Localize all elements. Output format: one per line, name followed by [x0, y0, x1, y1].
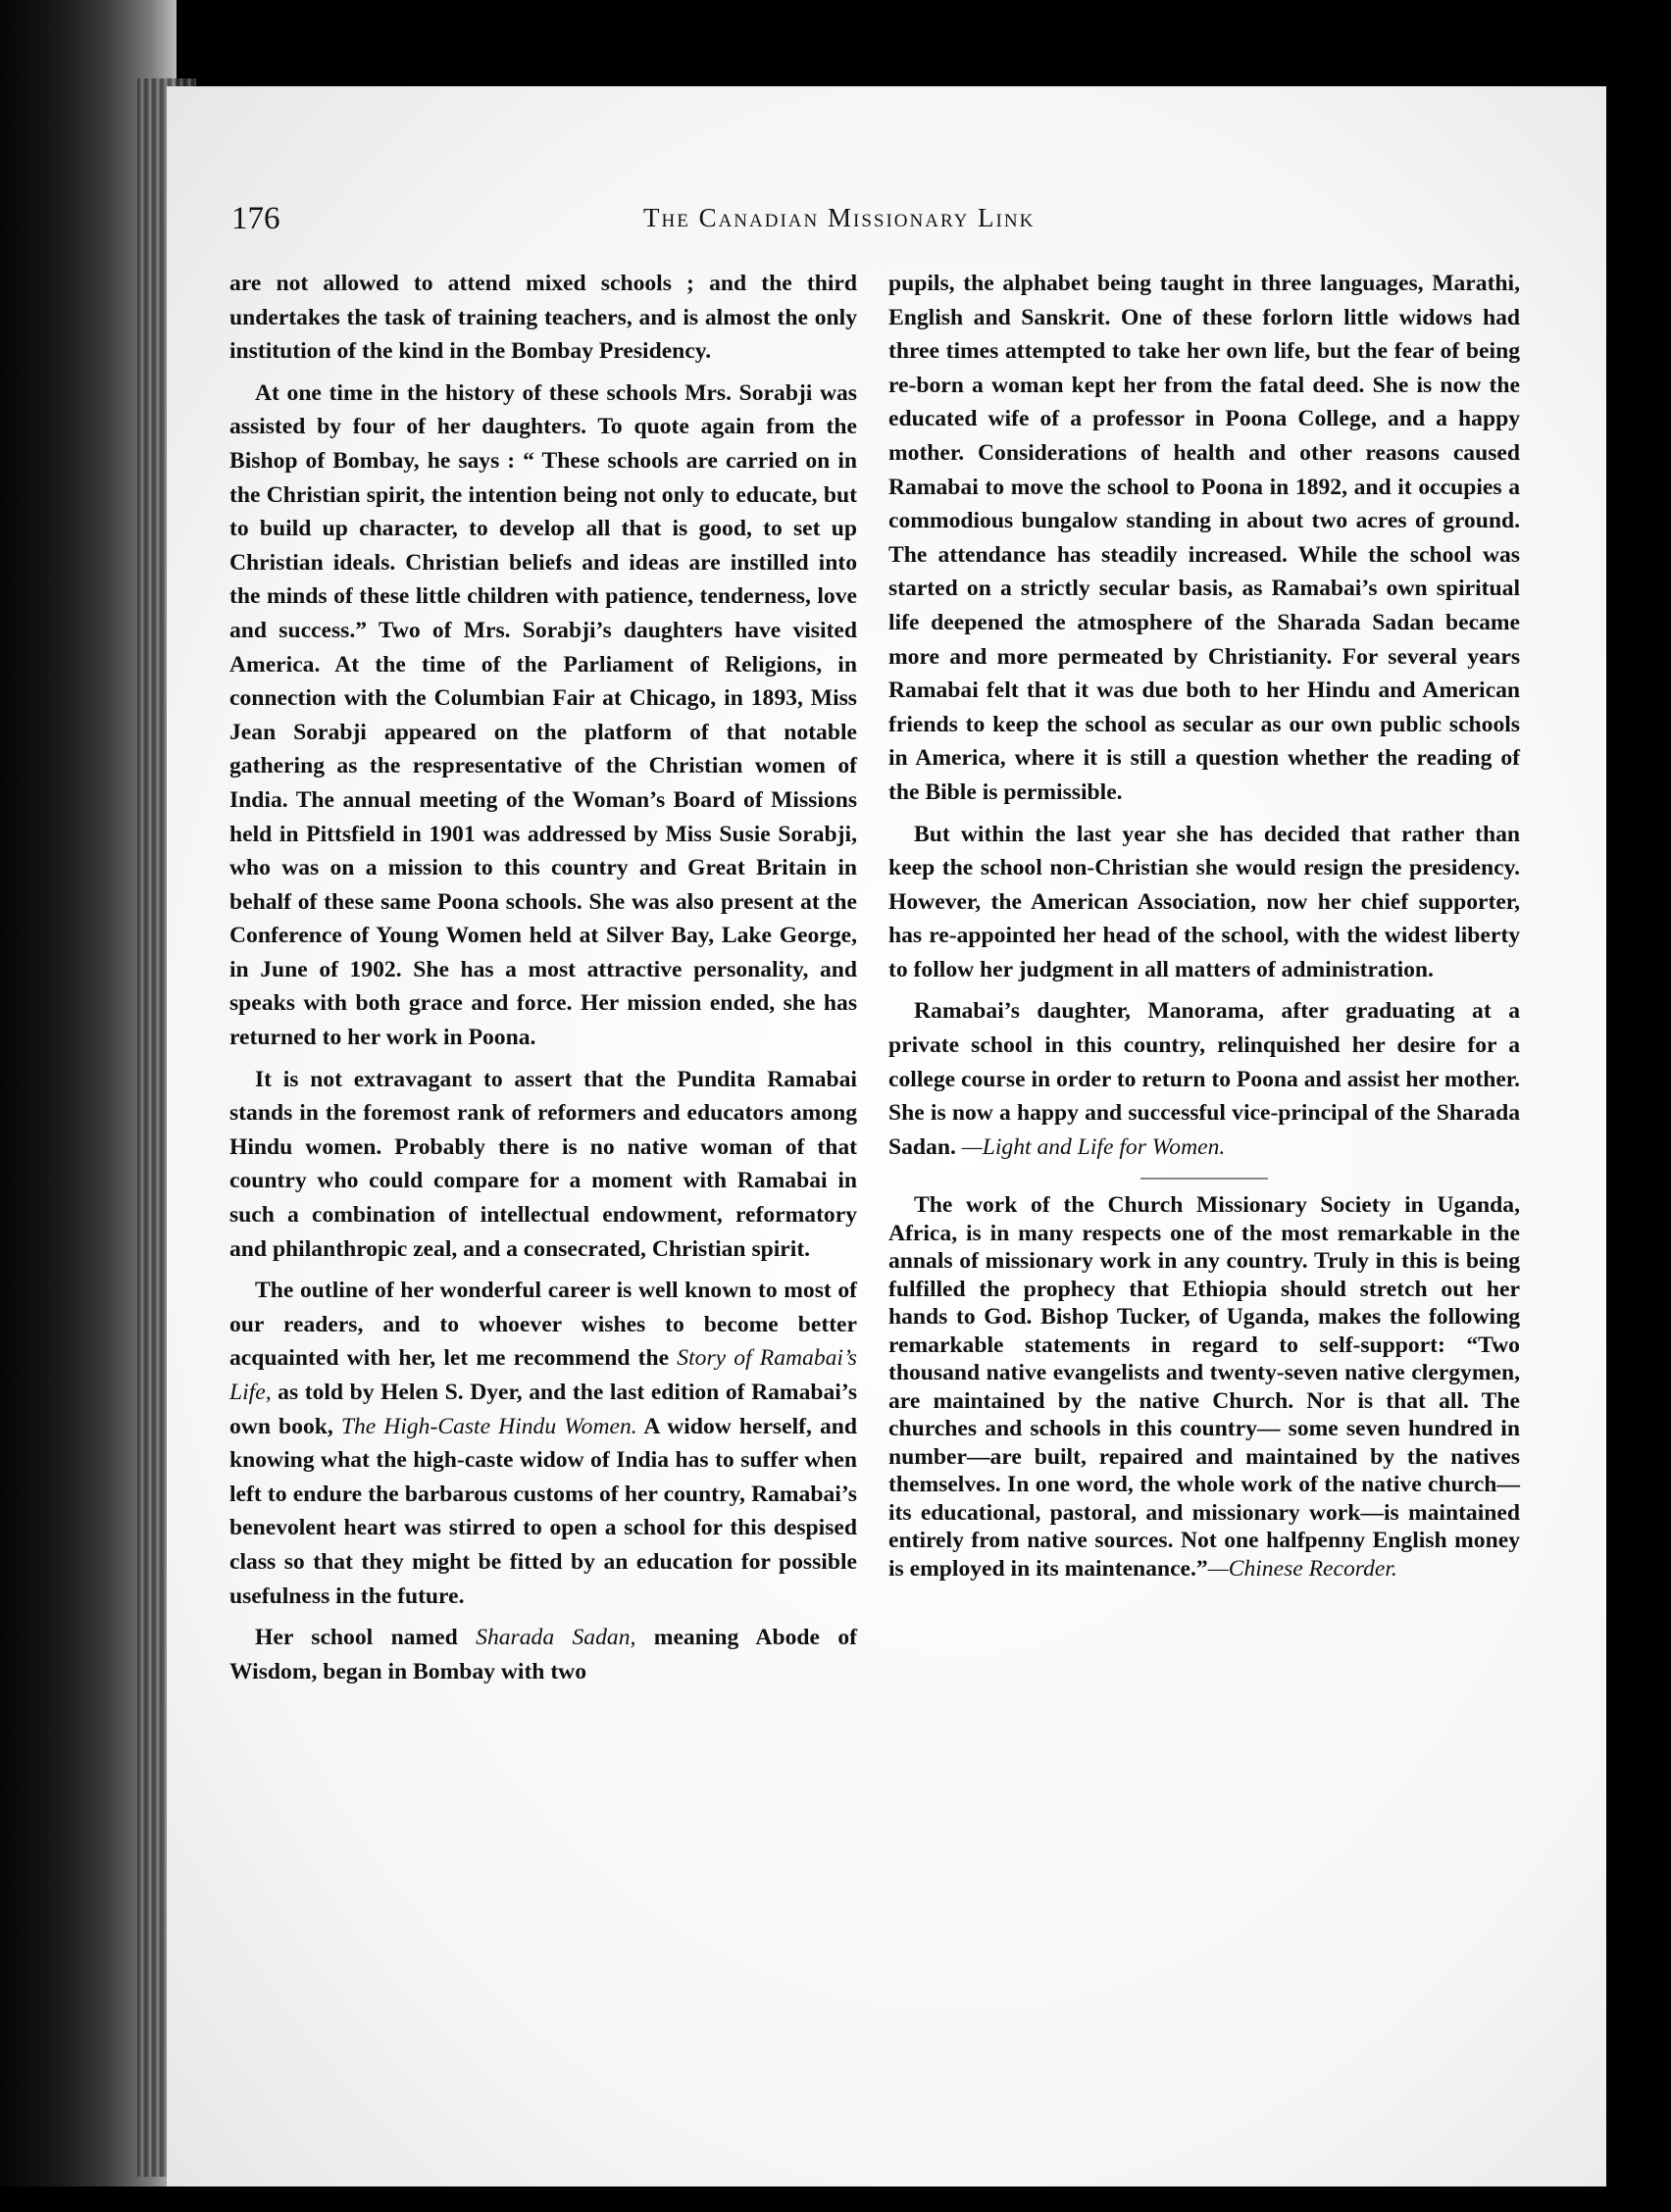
- paragraph: [888, 994, 1520, 1164]
- text-run: The work of the Church Missionary Society in Uganda, Africa, is in many respects one of the most remarkable in the annals of missionary work in any country. Truly in this is being fulfilled the prophecy that Ethiopia should stretch out her hands to God. Bishop Tucker, of Uganda, makes the following remarkable statements in regard to self-support:: [888, 1192, 1520, 1358]
- text-run: The outline of her wonderful career is well known to most of our readers, and to whoever wishes to become better acquainted with her, let me recommend the: [229, 1278, 857, 1372]
- page-header: [231, 201, 1506, 240]
- quotation: “Two thousand native evangelists and twenty-seven native clergymen, are maintained by the native Church. Nor is that all. The churches and schools in this country— some seven hundred in number—are built, repaired and maintained by the natives themselves. In one word, the whole work of the native church—its educational, pastoral, and missionary work—is maintained entirely from native sources. Not one halfpenny English money is employed in its maintenance.”: [888, 1332, 1520, 1582]
- source-citation: —Chinese Recorder.: [1207, 1555, 1397, 1582]
- paragraph: But within the last year she has decided that rather than keep the school non-Christian she would resign the presidency. However, the American Association, now her chief supporter, has re-appointed her head of the school, with the widest liberty to follow her judgment in all matters of administration.: [888, 821, 1520, 982]
- source-citation: —Light and Life for Women.: [961, 1133, 1226, 1160]
- page-number: 176: [231, 201, 280, 236]
- scan-border-bottom: [0, 2187, 1671, 2212]
- scan-border-right: [1606, 0, 1671, 2212]
- left-column: [229, 267, 857, 1696]
- paragraph: are not allowed to attend mixed schools ; and the third undertakes the task of training teachers, and is almost the only institution of the kind in the Bombay Presidency.: [229, 271, 857, 365]
- section-divider: [1140, 1178, 1268, 1180]
- paragraph: It is not extravagant to assert that the Pundita Ramabai stands in the foremost rank of reformers and educators among Hindu women. Probably there is no native woman of that country who could compare for a moment with Ramabai in such a combination of intellectual endowment, reformatory and philanthropic zeal, and a consecrated, Christian spirit.: [229, 1066, 857, 1262]
- running-title: The Canadian Missionary Link: [643, 203, 1036, 232]
- book-title: Story of Ramabai’s Life,: [229, 1345, 857, 1405]
- text-run: as told by Helen S. Dyer, and the last edition of Ramabai’s own book,: [229, 1380, 857, 1439]
- text-run: A widow herself, and knowing what the high-caste widow of India has to suffer when left to endure the barbarous customs of her country, Ramabai’s benevolent heart was stirred to open a school for this despised class so that they might be fitted by an education for possible usefulness in the future.: [229, 1413, 857, 1609]
- text-run: meaning Abode of Wisdom, began in Bombay with two: [229, 1625, 858, 1684]
- paragraph: [229, 1274, 857, 1613]
- paragraph: [888, 1191, 1520, 1583]
- text-run: Her school named: [255, 1625, 477, 1651]
- paragraph: [229, 1621, 857, 1688]
- book-title: The High-Caste Hindu Women.: [340, 1413, 637, 1439]
- school-name: Sharada Sadan,: [476, 1625, 636, 1651]
- paragraph: At one time in the history of these schools Mrs. Sorabji was assisted by four of her daughters. To quote again from the Bishop of Bombay, he says : “ These schools are carried on in the Christian spirit, the intention being not only to educate, but to build up character, to develop all that is good, to set up Christian ideals. Christian beliefs and ideas are instilled into the minds of these little children with patience, tenderness, love and success.” Two of Mrs. Sorabji’s daughters have visited America. At the time of the Parliament of Religions, in connection with the Columbian Fair at Chicago, in 1893, Miss Jean Sorabji appeared on the platform of that notable gathering as the respresentative of the Christian women of India. The annual meeting of the Woman’s Board of Missions held in Pittsfield in 1901 was addressed by Miss Susie Sorabji, who was on a mission to this country and Great Britain in behalf of these same Poona schools. She was also present at the Conference of Young Women held at Silver Bay, Lake George, in June of 1902. She has a most attractive personality, and speaks with both grace and force. Her mission ended, she has returned to her work in Poona.: [229, 379, 857, 1051]
- right-column: [888, 267, 1520, 1590]
- text-run: Ramabai’s daughter, Manorama, after graduating at a private school in this country, relinquished her desire for a college course in order to return to Poona and assist her mother. She is now a happy and successful vice-principal of the Sharada Sadan.: [888, 998, 1520, 1160]
- paragraph: pupils, the alphabet being taught in three languages, Marathi, English and Sanskrit. One of these forlorn little widows had three times attempted to take her own life, but the fear of being re-born a woman kept her from the fatal deed. She is now the educated wife of a professor in Poona College, and a happy mother. Considerations of health and other reasons caused Ramabai to move the school to Poona in 1892, and it occupies a commodious bungalow standing in about two acres of ground. The attendance has steadily increased. While the school was started on a strictly secular basis, as Ramabai’s own spiritual life deepened the atmosphere of the Sharada Sadan became more and more permeated by Christianity. For several years Ramabai felt that it was due both to her Hindu and American friends to keep the school as secular as our own public schools in America, where it is still a question whether the reading of the Bible is permissible.: [888, 271, 1520, 805]
